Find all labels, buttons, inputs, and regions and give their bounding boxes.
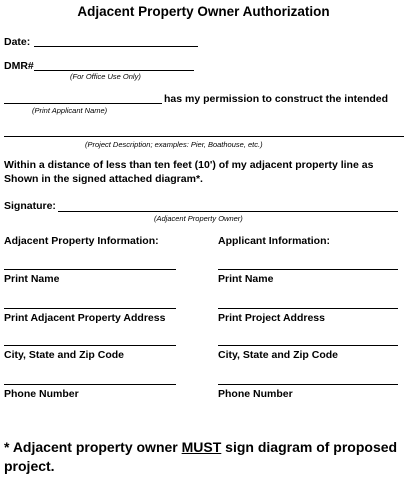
- distance-statement: Within a distance of less than ten feet (10') of my adjacent property line as Shown in the signed attached diagram*.: [4, 159, 374, 185]
- footnote-suffix: sign diagram of proposed project.: [4, 439, 398, 474]
- applicant-phone-label: Phone Number: [218, 388, 293, 400]
- office-use-caption: (For Office Use Only): [70, 72, 141, 81]
- page-title: Adjacent Property Owner Authorization: [77, 4, 330, 19]
- footnote-prefix: * Adjacent property owner: [4, 439, 182, 455]
- applicant-name-caption: (Print Applicant Name): [32, 106, 108, 115]
- applicant-city-line[interactable]: [218, 345, 398, 346]
- project-description-line[interactable]: [4, 136, 404, 137]
- adjacent-phone-label: Phone Number: [4, 388, 79, 400]
- applicant-info-heading: Applicant Information:: [218, 235, 330, 247]
- dmr-label: DMR#: [4, 60, 34, 72]
- signature-line[interactable]: [58, 211, 398, 212]
- date-label: Date:: [4, 36, 31, 48]
- adjacent-address-label: Print Adjacent Property Address: [4, 312, 166, 324]
- adjacent-city-line[interactable]: [4, 345, 176, 346]
- adjacent-city-label: City, State and Zip Code: [4, 349, 124, 361]
- applicant-name-field-label: Print Name: [218, 273, 274, 285]
- adjacent-name-label: Print Name: [4, 273, 60, 285]
- applicant-phone-line[interactable]: [218, 384, 398, 385]
- adjacent-info-heading: Adjacent Property Information:: [4, 235, 159, 247]
- permission-text: has my permission to construct the intended: [164, 93, 389, 105]
- signature-label: Signature:: [4, 200, 56, 212]
- footnote: [4, 438, 404, 476]
- project-description-caption: (Project Description; examples: Pier, Boathouse, etc.): [85, 140, 263, 149]
- adjacent-owner-caption: (Adjacent Property Owner): [154, 214, 243, 223]
- footnote-emphasis: MUST: [181, 439, 222, 455]
- date-input-line[interactable]: [34, 46, 198, 47]
- adjacent-phone-line[interactable]: [4, 384, 176, 385]
- applicant-city-label: City, State and Zip Code: [218, 349, 338, 361]
- applicant-address-label: Print Project Address: [218, 312, 325, 324]
- adjacent-name-line[interactable]: [4, 269, 176, 270]
- applicant-name-field-line[interactable]: [218, 269, 398, 270]
- adjacent-address-line[interactable]: [4, 308, 176, 309]
- applicant-name-line[interactable]: [4, 103, 162, 104]
- dmr-input-line[interactable]: [34, 70, 194, 71]
- applicant-address-line[interactable]: [218, 308, 398, 309]
